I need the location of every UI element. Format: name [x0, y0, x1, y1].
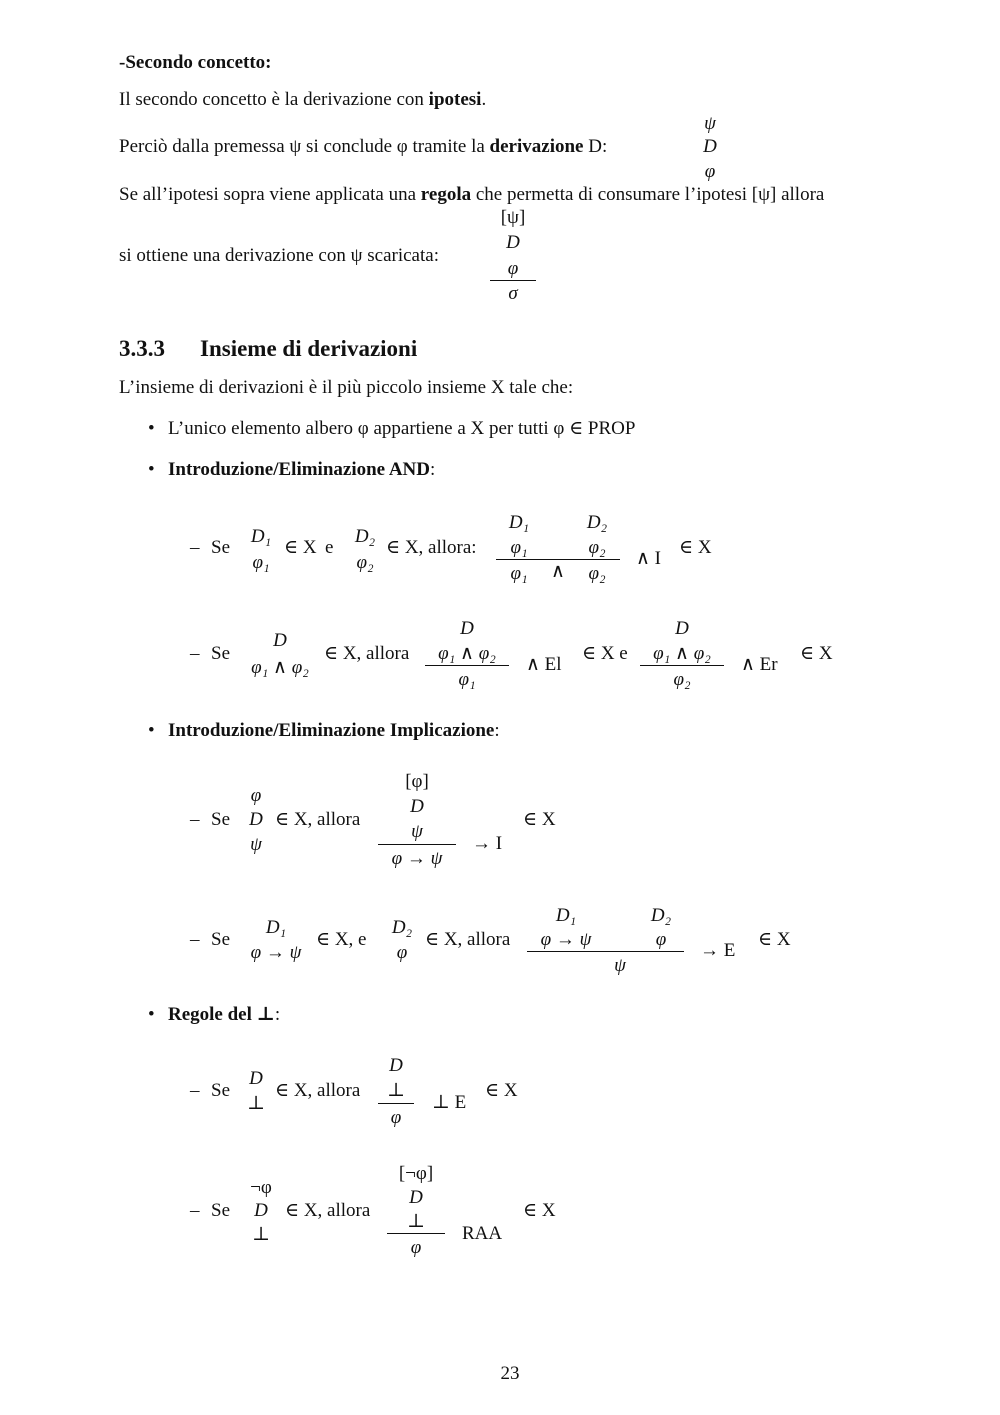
raa-prem-bot: ⊥	[252, 1224, 270, 1245]
in-x: ∈ X	[284, 537, 317, 558]
bullet-dot: •	[148, 459, 155, 480]
rule-label: → E	[700, 940, 736, 961]
raa-prem-d: D	[254, 1200, 268, 1221]
imp-hyp-psi: ψ	[411, 821, 423, 842]
se-label: Se	[211, 643, 230, 664]
bullet-dot: •	[148, 418, 155, 439]
imp-prem-phi: φ	[250, 785, 262, 806]
allora: ∈ X, allora	[275, 809, 361, 830]
raa-d: D	[409, 1187, 423, 1208]
raa-concl: φ	[410, 1237, 422, 1258]
imp-prem-psi: ψ	[250, 834, 262, 855]
bullet-prop: L’unico elemento albero φ appartiene a X per tutti φ ∈ PROP	[168, 418, 636, 439]
imp-hyp: [φ]	[405, 771, 429, 792]
inference-line	[387, 1233, 445, 1234]
heading-secondo-concetto: -Secondo concetto:	[119, 52, 272, 73]
bot-elim-bot: ⊥	[387, 1080, 405, 1101]
section-title: Insieme di derivazioni	[200, 336, 418, 361]
and-intro-prem-d1: D₁	[250, 526, 272, 547]
bot-prem-d: D	[249, 1068, 263, 1089]
inference-line	[425, 665, 509, 666]
allora: ∈ X, allora	[285, 1200, 371, 1221]
and-el-d: D	[460, 618, 474, 639]
and-intro-phi1: φ₁	[510, 537, 528, 558]
paragraph-line-1	[119, 90, 486, 109]
in-x: ∈ X	[523, 809, 556, 830]
conj-e: e	[325, 537, 334, 558]
in-x: ∈ X	[485, 1080, 518, 1101]
inference-line	[527, 951, 684, 952]
imp-prem-d: D	[249, 809, 263, 830]
in-x: ∈ X	[800, 643, 833, 664]
dash: –	[190, 809, 200, 830]
paragraph-line-3	[119, 185, 824, 204]
colon: :	[494, 720, 500, 741]
inference-line	[490, 280, 536, 281]
imp-elim-p1: φ → ψ	[540, 929, 592, 950]
deriv2-sigma: σ	[508, 283, 518, 304]
allora: ∈ X, allora	[324, 643, 410, 664]
bullet-and-title	[168, 460, 435, 479]
text: Se all’ipotesi sopra viene applicata una	[119, 184, 421, 205]
and-intro-d2: D₂	[586, 512, 608, 533]
bold-term: Introduzione/Eliminazione AND	[168, 459, 430, 480]
imp-elim-prem-p1: φ → ψ	[250, 942, 302, 963]
bot-elim-d: D	[389, 1055, 403, 1076]
bold-term: Introduzione/Eliminazione Implicazione	[168, 720, 495, 741]
and-intro-concl-and: ∧	[551, 561, 565, 582]
dash: –	[190, 1080, 200, 1101]
raa-bot: ⊥	[407, 1211, 425, 1232]
imp-elim-concl: ψ	[614, 955, 626, 976]
imp-elim-prem-d2: D₂	[391, 917, 413, 938]
and-intro-prem-phi1: φ₁	[252, 552, 270, 573]
text: Il secondo concetto è la derivazione con	[119, 89, 429, 110]
text: .	[481, 89, 487, 110]
imp-elim-d2: D₂	[650, 905, 672, 926]
and-el-phi: φ₁ ∧ φ₂	[438, 643, 496, 664]
and-intro-prem-phi2: φ₂	[356, 552, 374, 573]
deriv2-d: D	[506, 232, 520, 253]
and-el-concl: φ₁	[458, 669, 476, 690]
imp-elim-d1: D₁	[555, 905, 577, 926]
rule-label: ∧ El	[526, 654, 562, 675]
se-label: Se	[211, 809, 230, 830]
text: D:	[583, 136, 608, 157]
bullet-dot: •	[148, 720, 155, 741]
deriv2-hyp: [ψ]	[500, 207, 526, 228]
and-er-d: D	[675, 618, 689, 639]
bullet-imp-title	[168, 721, 500, 740]
rule-label: ⊥ E	[432, 1092, 467, 1113]
bullet-dot: •	[148, 1004, 155, 1025]
deriv1-phi: φ	[704, 161, 716, 182]
colon: :	[429, 459, 436, 480]
rule-label: ∧ I	[636, 548, 661, 569]
and-elim-prem-d: D	[273, 630, 287, 651]
deriv1-d: D	[703, 136, 717, 157]
allora: ∈ X, allora:	[386, 537, 477, 558]
and-er-concl: φ₂	[673, 669, 691, 690]
and-intro-phi2: φ₂	[588, 537, 606, 558]
se-label: Se	[211, 1080, 230, 1101]
raa-prem-neg: ¬φ	[250, 1177, 272, 1198]
and-intro-d1: D₁	[508, 512, 530, 533]
and-elim-prem-phi: φ₁ ∧ φ₂	[251, 657, 309, 678]
section-number: 3.3.3	[119, 336, 165, 361]
bot-elim-concl: φ	[390, 1107, 402, 1128]
bold-term: regola	[420, 184, 472, 205]
bold-term: Regole del ⊥	[168, 1004, 275, 1025]
se-label: Se	[211, 1200, 230, 1221]
dash: –	[190, 1200, 200, 1221]
deriv1-psi: ψ	[704, 113, 716, 134]
bold-term: ipotesi	[428, 89, 482, 110]
colon: :	[274, 1004, 281, 1025]
dash: –	[190, 643, 200, 664]
dash: –	[190, 537, 200, 558]
imp-elim-p2: φ	[655, 929, 667, 950]
paragraph-line-4: si ottiene una derivazione con ψ scaricata:	[119, 245, 439, 266]
text: Perciò dalla premessa ψ si conclude φ tramite la	[119, 136, 490, 157]
inference-line	[378, 1103, 414, 1104]
inference-line	[496, 559, 620, 560]
imp-hyp-d: D	[410, 796, 424, 817]
allora: ∈ X, allora	[425, 929, 511, 950]
in-x: ∈ X	[523, 1200, 556, 1221]
and-er-phi: φ₁ ∧ φ₂	[653, 643, 711, 664]
rule-label: RAA	[462, 1223, 503, 1244]
imp-elim-prem-d1: D₁	[265, 917, 287, 938]
se-label: Se	[211, 929, 230, 950]
imp-intro-concl: φ → ψ	[391, 848, 443, 869]
in-x-e: ∈ X, e	[316, 929, 367, 950]
rule-label: ∧ Er	[741, 654, 778, 675]
bold-term: derivazione	[489, 136, 584, 157]
se-label: Se	[211, 537, 230, 558]
in-x: ∈ X	[758, 929, 791, 950]
raa-hyp: [¬φ]	[398, 1163, 434, 1184]
and-intro-prem-d2: D₂	[354, 526, 376, 547]
deriv2-phi: φ	[507, 258, 519, 279]
inference-line	[378, 844, 456, 845]
page-number: 23	[500, 1363, 520, 1384]
and-intro-concl-phi2: φ₂	[588, 563, 606, 584]
in-x: ∈ X	[679, 537, 712, 558]
in-x-e: ∈ X e	[582, 643, 628, 664]
and-intro-concl-phi1: φ₁	[510, 563, 528, 584]
text: che permetta di consumare l’ipotesi [ψ] allora	[471, 184, 825, 205]
section-intro: L’insieme di derivazioni è il più piccolo insieme X tale che:	[119, 377, 574, 398]
imp-elim-prem-p2: φ	[396, 942, 408, 963]
rule-label: → I	[472, 833, 503, 854]
bullet-bot-title	[168, 1005, 280, 1024]
paragraph-line-2	[119, 137, 607, 156]
dash: –	[190, 929, 200, 950]
inference-line	[640, 665, 724, 666]
allora: ∈ X, allora	[275, 1080, 361, 1101]
bot-prem-bot: ⊥	[247, 1093, 265, 1114]
